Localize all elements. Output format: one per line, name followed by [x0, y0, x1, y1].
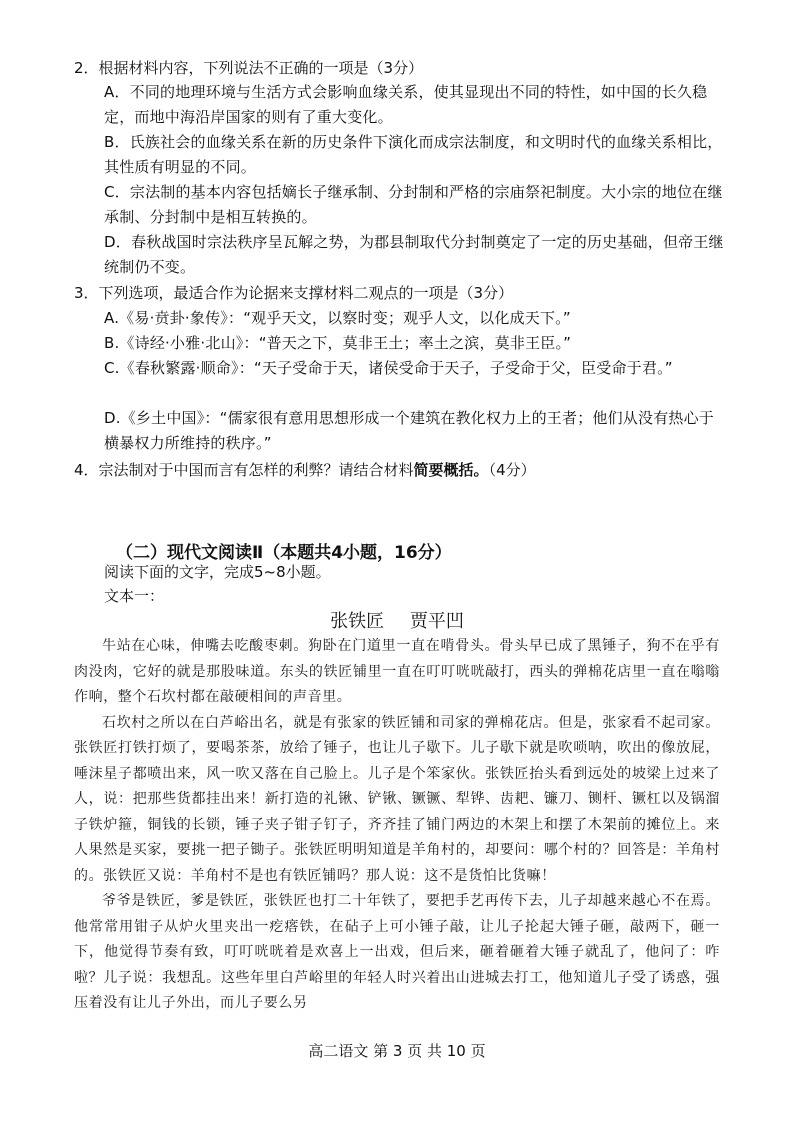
question-3-option-a: A.《易·贲卦·象传》：“观乎天文，以察时变；观乎人文，以化成天下。” — [104, 309, 571, 327]
story-heading — [0, 607, 794, 633]
question-4-stem-bold: 简要概括。 — [413, 461, 489, 479]
question-2-option-d: D．春秋战国时宗法秩序呈瓦解之势，为郡县制取代分封制奠定了一定的历史基础，但帝王继统制仍不变。 — [104, 233, 724, 276]
question-3-option-c: C.《春秋繁露·顺命》：“天子受命于天，诸侯受命于天子，子受命于父，臣受命于君。” — [104, 359, 673, 377]
text-label: 文本一： — [104, 587, 165, 605]
story-body — [74, 634, 720, 1017]
question-4-stem-pre: 4．宗法制对于中国而言有怎样的利弊？请结合材料 — [74, 461, 414, 479]
question-2-option-a: A．不同的地理环境与生活方式会影响血缘关系，使其显现出不同的特性，如中国的长久稳定，而地中海沿岸国家的则有了重大变化。 — [104, 83, 708, 126]
story-paragraph: 石坎村之所以在白芦峪出名，就是有张家的铁匠铺和司家的弹棉花店。但是，张家看不起司家。张铁匠打铁打烦了，要喝茶茶，放给了锤子，也让儿子歇下。儿子歇下就是吹唢呐，吹出的像放屁，唾沫星子都喷出来，风一吹又落在自己脸上。儿子是个笨家伙。张铁匠抬头看到远处的坡梁上过来了人，说：把那些货都挂出来！新打造的礼锹、铲锹、镢镢、犁铧、齿耙、镰刀、铡杆、镢杠以及锅溜子铁炉箍，铜钱的长锁，锤子夹子钳子钉子，齐齐挂了铺门两边的木架上和摆了木架前的摊位上。来人果然是买家，要挑一把子锄子。张铁匠明明知道是羊角村的，却要问：哪个村的？回答是：羊角村的。张铁匠又说：羊角村不是也有铁匠铺吗？那人说：这不是货怕比货嘛！ — [74, 714, 720, 884]
question-2-option-c: C．宗法制的基本内容包括嫡长子继承制、分封制和严格的宗庙祭祀制度。大小宗的地位在继承制、分封制中是相互转换的。 — [104, 183, 723, 226]
question-3-option-d: D.《乡土中国》：“儒家很有意用思想形成一个建筑在教化权力上的王者；他们从没有热心于横暴权力所维持的秩序。” — [104, 409, 714, 452]
story-author: 贾平凹 — [409, 611, 464, 632]
question-3-option-b: B.《诗经·小雅·北山》：“普天之下，莫非王土；率土之滨，莫非王臣。” — [104, 334, 572, 352]
question-2-option-b: B．氏族社会的血缘关系在新的历史条件下演化而成宗法制度，和文明时代的血缘关系相比，其性质有明显的不同。 — [104, 133, 723, 176]
question-4-stem-post: （4分） — [488, 461, 536, 479]
section-title: （二）现代文阅读Ⅱ（本题共4小题，16分） — [116, 543, 452, 563]
question-3-stem: 3．下列选项，最适合作为论据来支撑材料二观点的一项是（3分） — [74, 284, 514, 302]
question-4-stem — [74, 458, 754, 482]
story-title: 张铁匠 — [330, 611, 385, 632]
section-instruction: 阅读下面的文字，完成5~8小题。 — [104, 563, 331, 581]
page-footer: 高二语文 第 3 页 共 10 页 — [308, 1042, 486, 1060]
question-2-stem: 2．根据材料内容，下列说法不正确的一项是（3分） — [74, 59, 424, 77]
story-paragraph: 爷爷是铁匠，爹是铁匠，张铁匠也打二十年铁了，要把手艺再传下去，儿子却越来越心不在焉。他常常用钳子从炉火里夹出一疙瘩铁，在砧子上可小锤子敲，让儿子抡起大锤子砸，敲两下，砸一下，他觉得节奏有致，叮叮咣咣着是欢喜上一出戏，但后来，砸着砸着大锤子就乱了，他问了：咋啦？儿子说：我想乱。这些年里白芦峪里的年轻人时兴着出山进城去打工，他知道儿子受了诱惑，强压着没有让儿子外出，而儿子要么另 — [74, 893, 720, 1011]
story-paragraph: 牛站在心味，伸嘴去吃酸枣刺。狗卧在门道里一直在啃骨头。骨头早已成了黑锤子，狗不在乎有肉没肉，它好的就是那股味道。东头的铁匠铺里一直在叮叮咣咣敲打，西头的弹棉花店里一直在嗡嗡作响，整个石坎村都在敲硬相间的声音里。 — [74, 638, 720, 705]
